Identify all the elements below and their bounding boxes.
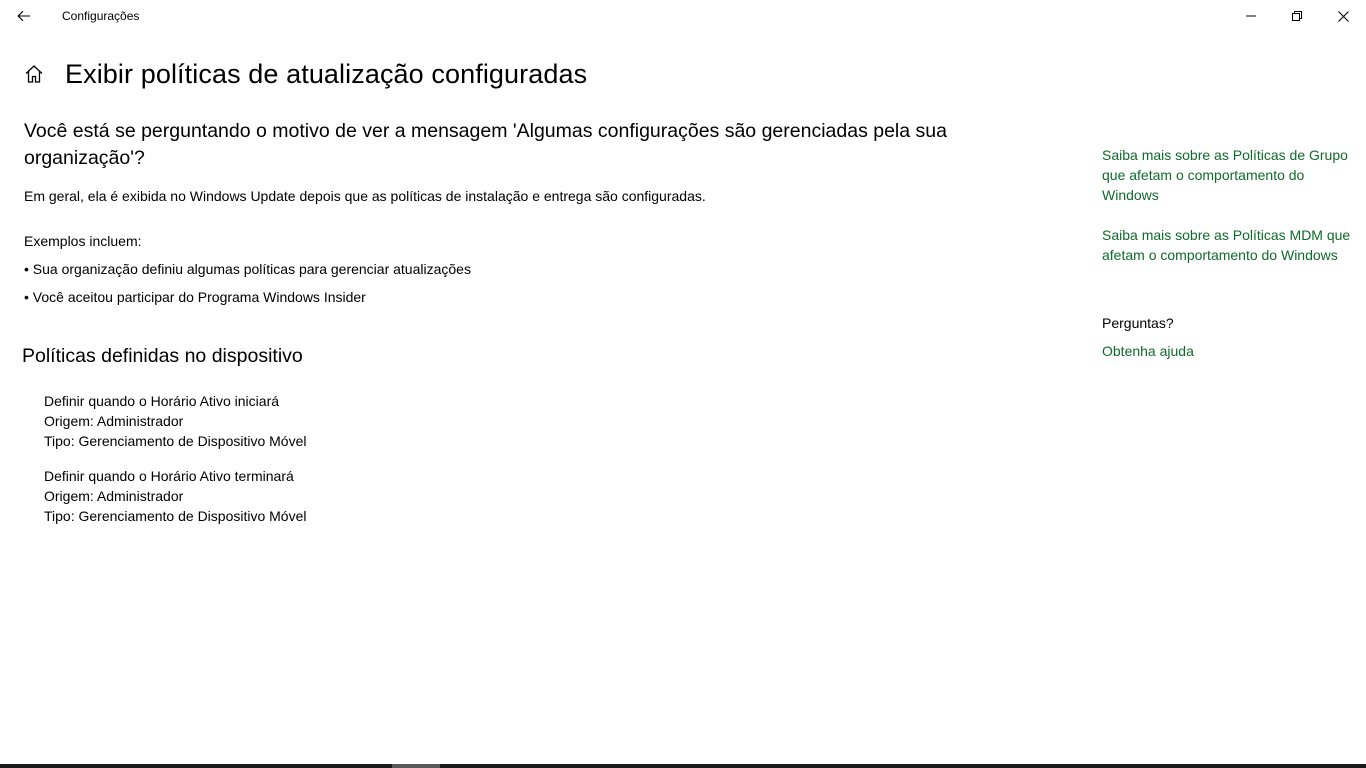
- section-title-policies: Políticas definidas no dispositivo: [22, 345, 303, 367]
- app-title: Configurações: [62, 9, 140, 23]
- policy-name: Definir quando o Horário Ativo terminará: [44, 468, 294, 484]
- main-content: [24, 118, 1024, 307]
- questions-label: Perguntas?: [1102, 315, 1174, 331]
- close-button[interactable]: [1320, 0, 1366, 32]
- policy-type: Tipo: Gerenciamento de Dispositivo Móvel: [44, 508, 307, 524]
- question-heading: Você está se perguntando o motivo de ver a mensagem 'Algumas configurações são gerenciadas pela sua organização'?: [24, 120, 947, 169]
- restore-icon: [1292, 11, 1302, 21]
- page-header: [22, 56, 587, 92]
- title-bar: [0, 0, 1366, 32]
- get-help-link[interactable]: Obtenha ajuda: [1102, 343, 1194, 359]
- related-links-panel: [1102, 145, 1352, 361]
- group-policies-link[interactable]: Saiba mais sobre as Políticas de Grupo que afetam o comportamento do Windows: [1102, 147, 1348, 203]
- minimize-icon: [1246, 11, 1256, 21]
- list-item: • Você aceitou participar do Programa Windows Insider: [24, 289, 366, 305]
- page-title: Exibir políticas de atualização configuradas: [65, 58, 588, 89]
- intro-text: Em geral, ela é exibida no Windows Update depois que as políticas de instalação e entrega são configuradas.: [24, 188, 706, 204]
- policy-type: Tipo: Gerenciamento de Dispositivo Móvel: [44, 433, 307, 449]
- close-icon: [1338, 11, 1349, 22]
- list-item: • Sua organização definiu algumas políticas para gerenciar atualizações: [24, 261, 471, 277]
- taskbar-edge-highlight: [392, 764, 440, 768]
- examples-label: Exemplos incluem:: [24, 233, 142, 249]
- policy-item: [44, 391, 307, 451]
- back-arrow-icon: [17, 10, 31, 22]
- taskbar-edge: [0, 764, 1366, 768]
- policy-name: Definir quando o Horário Ativo iniciará: [44, 393, 280, 409]
- mdm-policies-link[interactable]: Saiba mais sobre as Políticas MDM que afetam o comportamento do Windows: [1102, 227, 1351, 263]
- home-button[interactable]: [22, 62, 46, 86]
- back-button[interactable]: [8, 1, 40, 31]
- home-icon: [24, 64, 44, 84]
- policy-origin: Origem: Administrador: [44, 488, 184, 504]
- policy-origin: Origem: Administrador: [44, 413, 184, 429]
- policy-item: [44, 466, 307, 526]
- minimize-button[interactable]: [1228, 0, 1274, 32]
- restore-button[interactable]: [1274, 0, 1320, 32]
